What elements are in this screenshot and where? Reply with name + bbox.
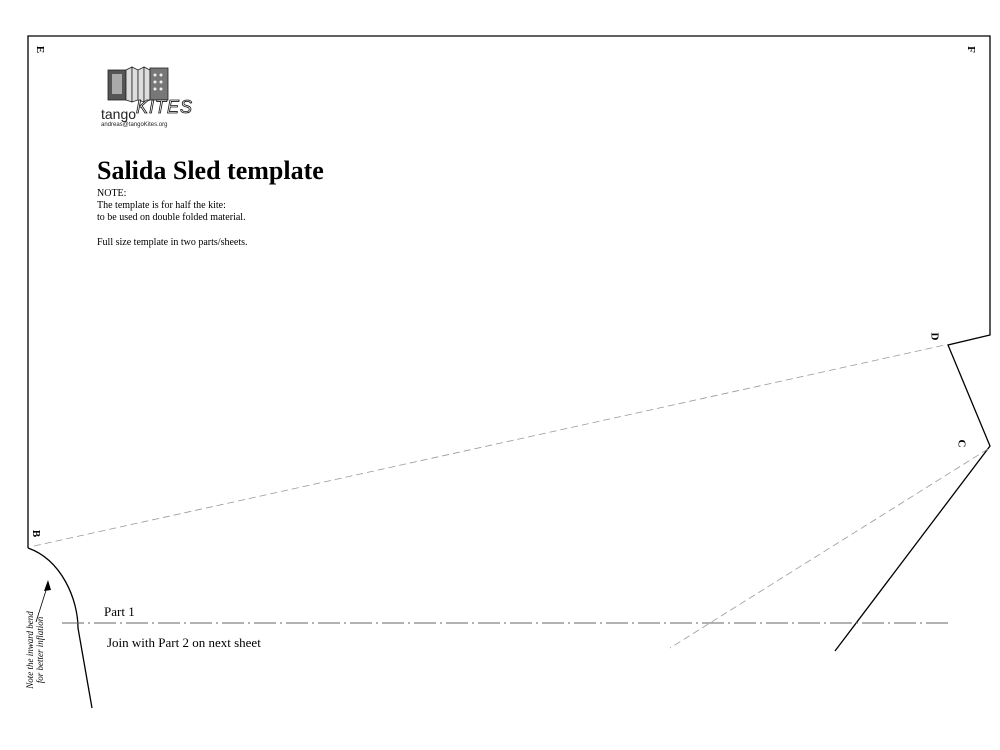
tangokites-logo <box>101 64 221 134</box>
corner-label-c: C <box>955 439 968 448</box>
logo-brand-prefix: tango <box>101 106 137 122</box>
join-instruction: Join with Part 2 on next sheet <box>107 635 261 650</box>
corner-label-f: F <box>964 46 977 53</box>
corner-label-d: D <box>928 332 941 341</box>
part-label: Part 1 <box>104 604 135 619</box>
dashed-guide-b-d <box>34 345 945 546</box>
dashed-guide-c <box>670 449 988 648</box>
corner-label-e: E <box>34 45 47 54</box>
note-line-1: The template is for half the kite: <box>97 200 226 211</box>
corner-label-b: B <box>30 529 43 538</box>
bend-arrow-head <box>44 580 51 591</box>
logo-email: andreas@tangoKites.org <box>101 122 168 128</box>
logo-brand-word: KITES <box>136 97 194 117</box>
note-line-2: to be used on double folded material. <box>97 212 246 223</box>
note-line-3: Full size template in two parts/sheets. <box>97 237 248 248</box>
side-note-line-2: for better inflation <box>35 616 45 684</box>
note-label: NOTE: <box>97 188 127 199</box>
side-note-line-1: Note the inward bend <box>25 611 35 689</box>
page-title: Salida Sled template <box>97 156 324 185</box>
